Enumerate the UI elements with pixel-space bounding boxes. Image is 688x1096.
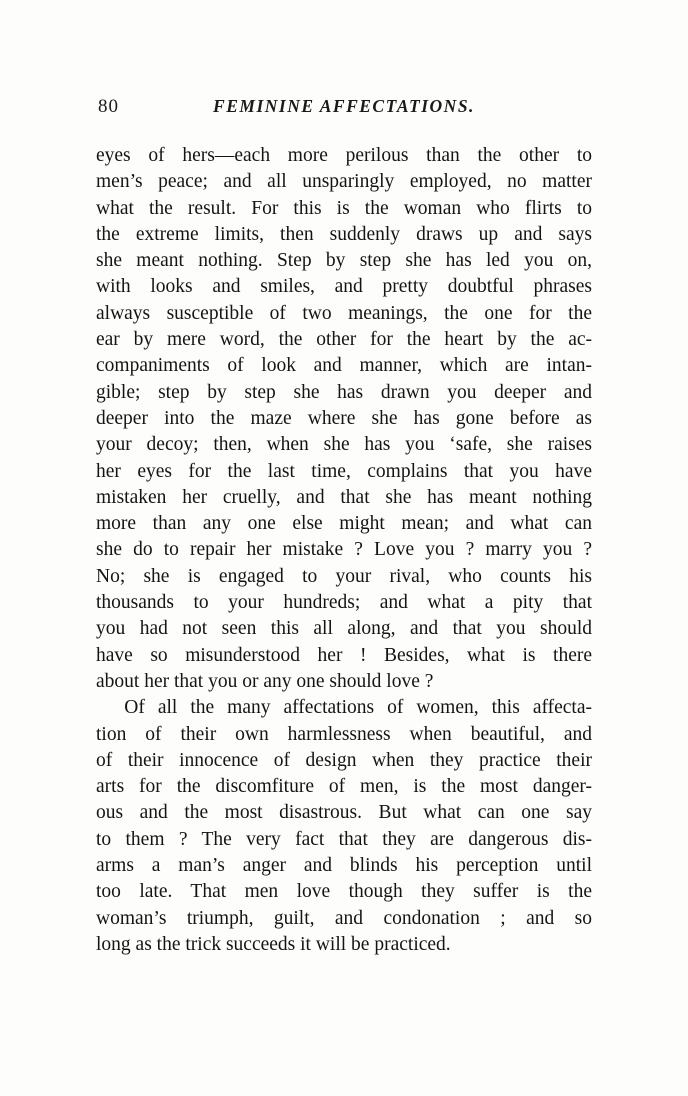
- text-line: to them ? The very fact that they are dangerous dis-: [96, 828, 592, 850]
- text-line: companiments of look and manner, which are intan-: [96, 355, 592, 377]
- text-line: long as the trick succeeds it will be practiced.: [96, 933, 451, 955]
- text-line: about her that you or any one should love ?: [96, 670, 434, 692]
- text-line: No; she is engaged to your rival, who counts his: [96, 565, 592, 587]
- text-line: eyes of hers—each more perilous than the other to: [96, 145, 592, 166]
- text-line: your decoy; then, when she has you ‘safe, she raises: [96, 434, 592, 456]
- text-line: more than any one else might mean; and what can: [96, 513, 592, 535]
- running-head: [96, 96, 592, 120]
- text-line: always susceptible of two meanings, the one for the: [96, 302, 592, 324]
- text-line: thousands to your hundreds; and what a pity that: [96, 592, 592, 614]
- text-line: she meant nothing. Step by step she has led you on,: [96, 250, 592, 272]
- text-line: what the result. For this is the woman who flirts to: [96, 197, 592, 219]
- text-body: [96, 143, 592, 958]
- text-line: her eyes for the last time, complains that you have: [96, 460, 592, 482]
- text-line: ous and the most disastrous. But what can one say: [96, 802, 592, 824]
- text-line: woman’s triumph, guilt, and condonation ; and so: [96, 907, 592, 929]
- text-line: Of all the many affectations of women, this affecta-: [124, 697, 592, 719]
- running-header-title: FEMININE AFFECTATIONS.: [213, 96, 475, 116]
- text-line: mistaken her cruelly, and that she has meant nothing: [96, 486, 592, 508]
- text-line: arts for the discomfiture of men, is the most danger-: [96, 776, 592, 798]
- page-number: 80: [98, 96, 119, 117]
- text-line: gible; step by step she has drawn you deeper and: [96, 381, 592, 403]
- text-line: have so misunderstood her ! Besides, what is there: [96, 644, 592, 666]
- text-line: she do to repair her mistake ? Love you ? marry you ?: [96, 539, 592, 561]
- text-line: arms a man’s anger and blinds his perception until: [96, 855, 592, 877]
- text-line: the extreme limits, then suddenly draws up and says: [96, 223, 592, 245]
- text-line: of their innocence of design when they practice their: [96, 749, 592, 771]
- text-line: you had not seen this all along, and that you should: [96, 618, 592, 640]
- text-line: ear by mere word, the other for the heart by the ac-: [96, 329, 592, 351]
- text-line: men’s peace; and all unsparingly employed, no matter: [96, 171, 592, 193]
- text-line: too late. That men love though they suffer is the: [96, 881, 592, 903]
- text-line: deeper into the maze where she has gone before as: [96, 407, 592, 429]
- text-line: tion of their own harmlessness when beautiful, and: [96, 723, 592, 745]
- text-line: with looks and smiles, and pretty doubtful phrases: [96, 276, 592, 298]
